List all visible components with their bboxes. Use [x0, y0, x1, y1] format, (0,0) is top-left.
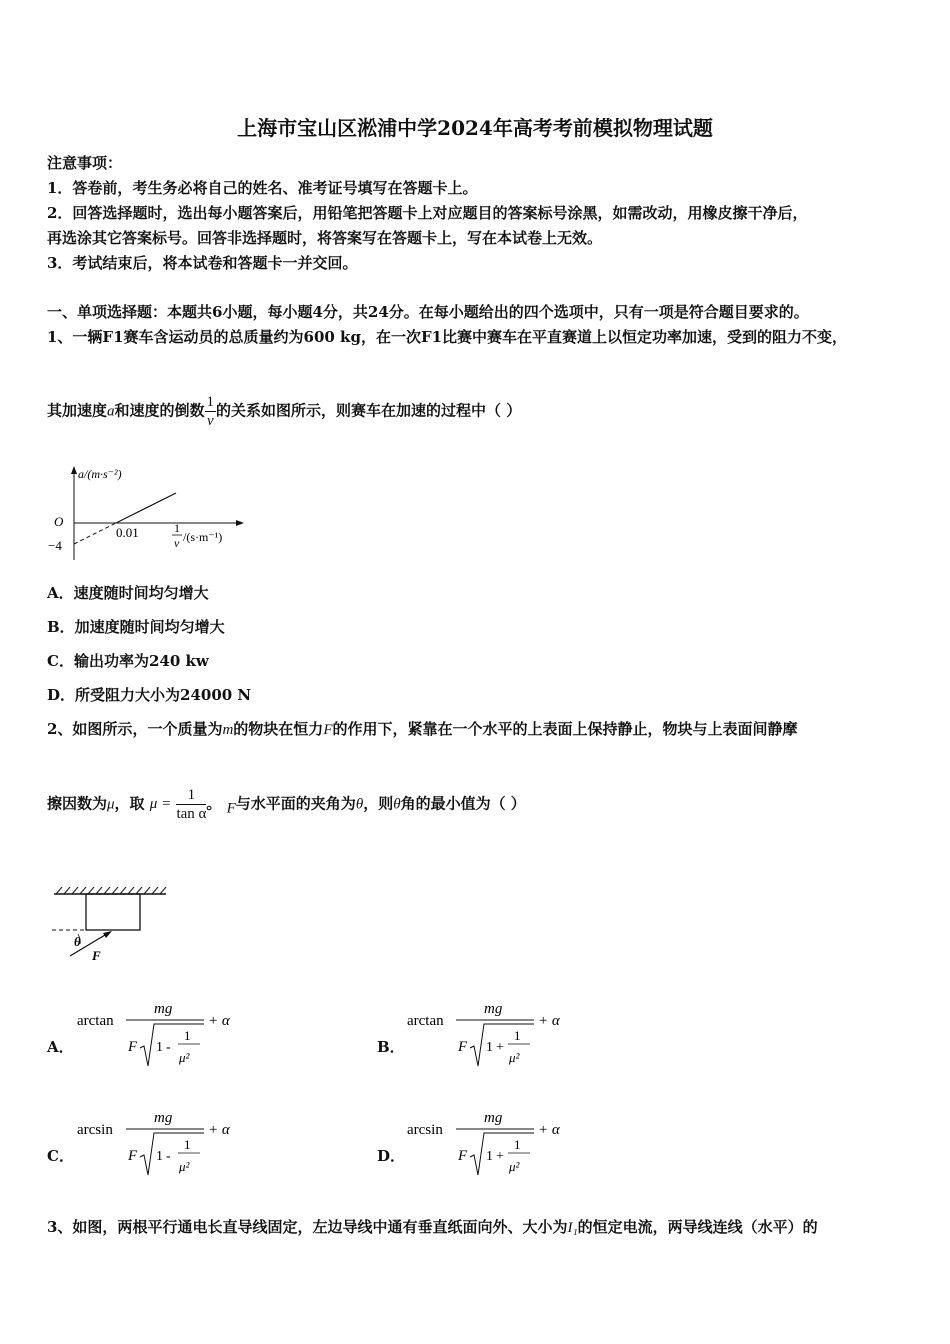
svg-text:F: F: [128, 1039, 138, 1055]
notice-item-2b: 再选涂其它答案标号。回答非选择题时，将答案写在答题卡上，写在本试卷上无效。: [47, 229, 603, 247]
svg-text:μ²: μ²: [179, 1050, 190, 1065]
q1-line-1: 1、一辆F1赛车含运动员的总质量约为600 kg，在一次F1比赛中赛车在平直赛道上以恒定功率加速，受到的阻力不变，: [47, 328, 848, 346]
q1-option-b: B．加速度随时间均匀增大: [47, 618, 225, 636]
svg-text:1: 1: [514, 1137, 521, 1152]
svg-text:+: +: [496, 1149, 504, 1164]
q2-line-2: 擦因数为μ，取 μ = $\frac{1}{\text{tan α}}$ 。 F与水平面的夹角为θ，则θ角的最小值为（ ）: [47, 787, 526, 822]
svg-text:1: 1: [486, 1149, 493, 1164]
q2-option-b-label: B．: [377, 1038, 405, 1056]
notice-item-3: 3．考试结束后，将本试卷和答题卡一并交回。: [47, 254, 358, 272]
svg-text:+ α: + α: [538, 1013, 560, 1029]
q2-option-a-label: A．: [47, 1038, 74, 1056]
theta-label: θ: [74, 934, 81, 949]
svg-text:1: 1: [184, 1137, 191, 1152]
y-intercept-label: −4: [48, 538, 62, 553]
svg-text:mg: mg: [154, 1110, 173, 1126]
q1-option-d: D．所受阻力大小为24000 N: [47, 686, 252, 704]
svg-text:arctan: arctan: [77, 1013, 114, 1029]
q1-line-2: 其加速度a和速度的倒数 $\frac{1}{v}$ 的关系如图所示，则赛车在加速的过程中（ ）: [47, 394, 522, 429]
q2-option-d-formula: [402, 1105, 582, 1185]
svg-text:μ²: μ²: [179, 1159, 190, 1174]
notice-heading: 注意事项：: [47, 154, 123, 172]
svg-text:-: -: [166, 1040, 171, 1055]
svg-text:arcsin: arcsin: [77, 1122, 113, 1138]
svg-text:mg: mg: [154, 1001, 173, 1017]
q2-option-c-formula: [72, 1105, 252, 1185]
svg-text:F: F: [458, 1148, 468, 1164]
reciprocal-v-fraction: $\frac{1}{v}$: [206, 394, 215, 429]
x-axis-label-den: v: [174, 536, 180, 550]
notice-item-2a: 2．回答选择题时，选出每小题答案后，用铅笔把答题卡上对应题目的答案标号涂黑，如需改动，用橡皮擦干净后，: [47, 204, 808, 222]
q2-line-1: 2、如图所示，一个质量为m的物块在恒力F的作用下，紧靠在一个水平的上表面上保持静止，物块与上表面间静摩: [47, 720, 798, 738]
x-axis-label-unit: /(s·m⁻¹): [183, 530, 223, 544]
svg-text:+ α: + α: [208, 1122, 230, 1138]
q2-option-d-label: D．: [377, 1147, 406, 1165]
notice-item-1: 1．答卷前，考生务必将自己的姓名、准考证号填写在答题卡上。: [47, 179, 478, 197]
q1-option-c: C．输出功率为240 kw: [47, 652, 209, 670]
q2-block-figure: [48, 884, 173, 964]
graph-line-dashed: [74, 523, 116, 544]
svg-text:F: F: [458, 1039, 468, 1055]
svg-text:-: -: [166, 1149, 171, 1164]
svg-text:+ α: + α: [538, 1122, 560, 1138]
origin-label: O: [54, 514, 64, 529]
q2-option-c-label: C．: [47, 1147, 74, 1165]
graph-line-solid: [116, 493, 176, 523]
q2-option-b-formula: [402, 996, 582, 1076]
svg-text:F: F: [128, 1148, 138, 1164]
ceiling-hatch: [56, 887, 166, 894]
svg-text:+: +: [496, 1040, 504, 1055]
svg-text:1: 1: [184, 1028, 191, 1043]
y-axis-label: a/(m·s⁻²): [78, 467, 122, 481]
q1-option-a: A．速度随时间均匀增大: [47, 584, 209, 602]
page-title: 上海市宝山区淞浦中学2024年高考考前模拟物理试题: [237, 116, 713, 140]
x-axis-arrow: [236, 520, 244, 526]
block: [86, 894, 140, 930]
x-intercept-label: 0.01: [116, 525, 139, 540]
svg-text:1: 1: [486, 1040, 493, 1055]
svg-text:+ α: + α: [208, 1013, 230, 1029]
x-axis-label-num: 1: [174, 521, 180, 535]
svg-text:mg: mg: [484, 1001, 503, 1017]
svg-text:μ²: μ²: [509, 1050, 520, 1065]
y-axis-arrow: [71, 466, 77, 474]
q1-acceleration-graph: [44, 462, 254, 562]
force-label: F: [92, 948, 101, 963]
svg-text:1: 1: [156, 1149, 163, 1164]
q2-option-a-formula: [72, 996, 252, 1076]
mu-definition-fraction: $\frac{1}{\text{tan α}}$: [176, 787, 207, 822]
svg-text:μ²: μ²: [509, 1159, 520, 1174]
svg-text:arcsin: arcsin: [407, 1122, 443, 1138]
svg-text:1: 1: [514, 1028, 521, 1043]
svg-text:arctan: arctan: [407, 1013, 444, 1029]
section-heading: 一、单项选择题：本题共6小题，每小题4分，共24分。在每小题给出的四个选项中，只有一项是符合题目要求的。: [47, 303, 809, 321]
svg-text:mg: mg: [484, 1110, 503, 1126]
svg-text:1: 1: [156, 1040, 163, 1055]
q3-line-1: 3、如图，两根平行通电长直导线固定，左边导线中通有垂直纸面向外、大小为I₁的恒定电流，两导线连线（水平）的: [47, 1218, 818, 1236]
